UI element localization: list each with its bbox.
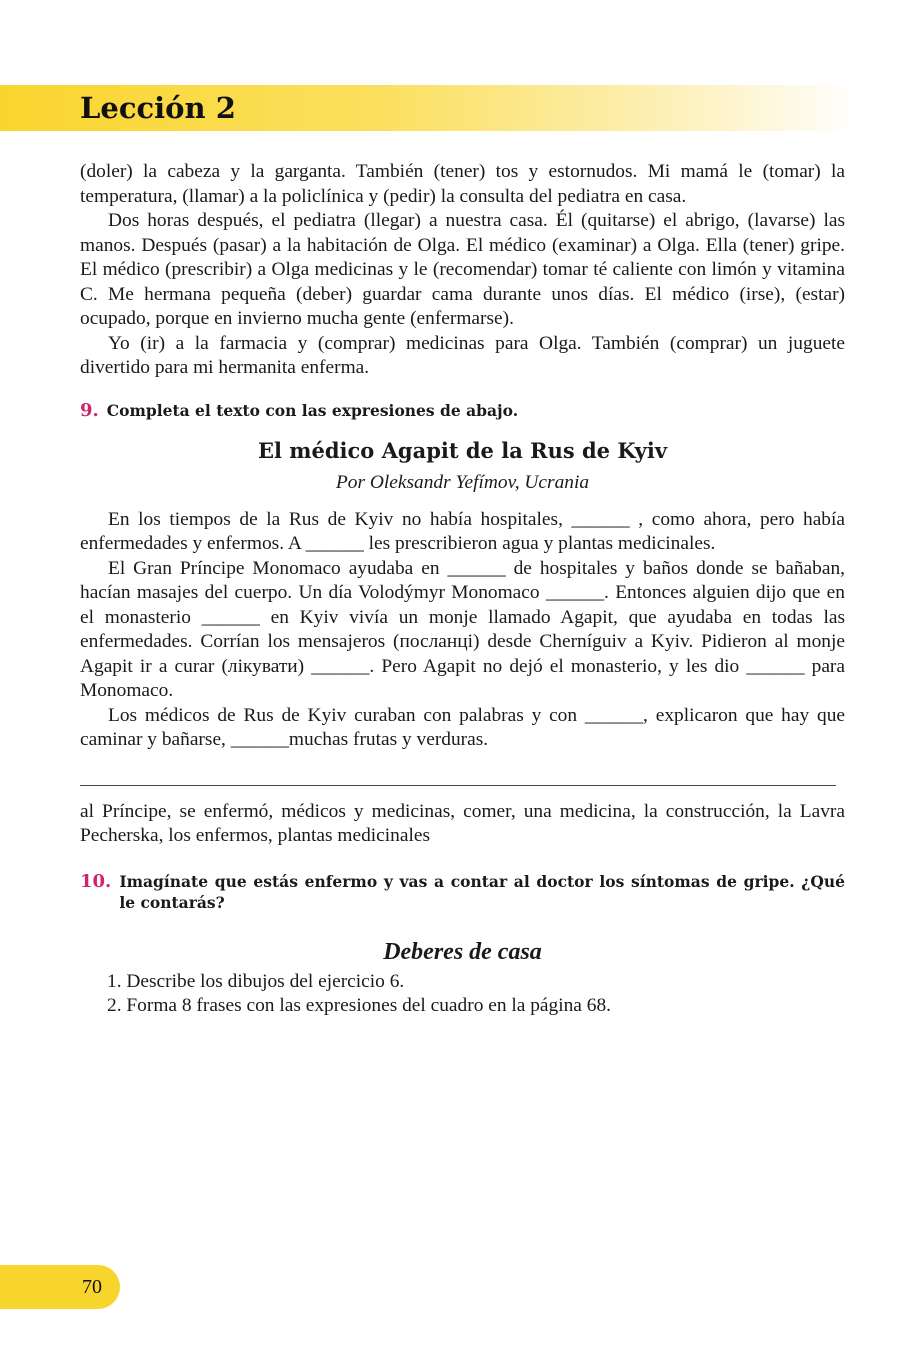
- task-9: [80, 400, 845, 421]
- page-number-tab: [0, 1265, 120, 1309]
- expressions-list: al Príncipe, se enfermó, médicos y medicinas, comer, una medicina, la construcción, la Lavra Pecherska, los enfermos, plantas medicinales: [80, 800, 845, 846]
- task-10-instruction: Imagínate que estás enfermo y vas a contar al doctor los síntomas de gripe. ¿Qué le contarás?: [119, 871, 845, 912]
- intro-paragraph-2: Dos horas después, el pediatra (llegar) a nuestra casa. Él (quitarse) el abrigo, (lavarse) las manos. Después (pasar) a la habitación de Olga. El médico (examinar) a Olga. Ella (tener) gripe. El médico (prescribir) a Olga medicinas y le (recomendar) tomar té caliente con limón y vitamina C. Me hermana pequeña (deber) guardar cama durante unos días. El médico (irse), (estar) ocupado, porque en invierno mucha gente (enfermarse).: [80, 210, 845, 329]
- task-10: [80, 871, 845, 913]
- intro-paragraph-1: (doler) la cabeza y la garganta. También (tener) tos y estornudos. Mi mamá le (tomar) la temperatura, (llamar) a la policlínica y (pedir) la consulta del pediatra en casa.: [80, 161, 845, 207]
- intro-paragraph-3: Yo (ir) a la farmacia y (comprar) medicinas para Olga. También (comprar) un juguete divertido para mi hermanita enferma.: [80, 332, 845, 378]
- story-paragraph-3: Los médicos de Rus de Kyiv curaban con palabras y con ______, explicaron que hay que caminar y bañarse, ______muchas frutas y verduras.: [80, 704, 845, 750]
- homework-item-2: 2. Forma 8 frases con las expresiones del cuadro en la página 68.: [107, 995, 611, 1016]
- story-title: El médico Agapit de la Rus de Kyiv: [257, 437, 668, 463]
- divider-line: [80, 785, 836, 786]
- homework-title: Deberes de casa: [383, 938, 542, 965]
- page-content: [80, 160, 845, 1019]
- story-paragraph-2: El Gran Príncipe Monomaco ayudaba en ______ de hospitales y baños donde se bañaban, hacían masajes del cuerpo. Un día Volodýmyr Monomaco ______. Entonces alguien dijo que en el monasterio ______ en Kyiv vivía un monje llamado Agapit, que ayudaba en todas las enfermedades. Corrían los mensajeros (посланці) desde Cherníguiv a Kyiv. Pidieron al monje Agapit ir a curar (лікувати) ______. Pero Agapit no dejó el monasterio, y les dio ______ para Monomaco.: [80, 557, 845, 701]
- story-paragraph-1: En los tiempos de la Rus de Kyiv no había hospitales, ______ , como ahora, pero había enfermedades y enfermos. A ______ les prescribieron agua y plantas medicinales.: [80, 508, 845, 554]
- homework-item-1: 1. Describe los dibujos del ejercicio 6.: [107, 970, 405, 992]
- homework-list: [80, 970, 845, 1019]
- task-9-instruction: Completa el texto con las expresiones de abajo.: [106, 400, 519, 420]
- task-9-number: 9.: [80, 399, 99, 421]
- lesson-title: Lección 2: [80, 91, 236, 125]
- page-number: 70: [82, 1276, 102, 1298]
- story-author: Por Oleksandr Yefímov, Ucrania: [335, 471, 590, 493]
- task-10-number: 10.: [80, 870, 112, 892]
